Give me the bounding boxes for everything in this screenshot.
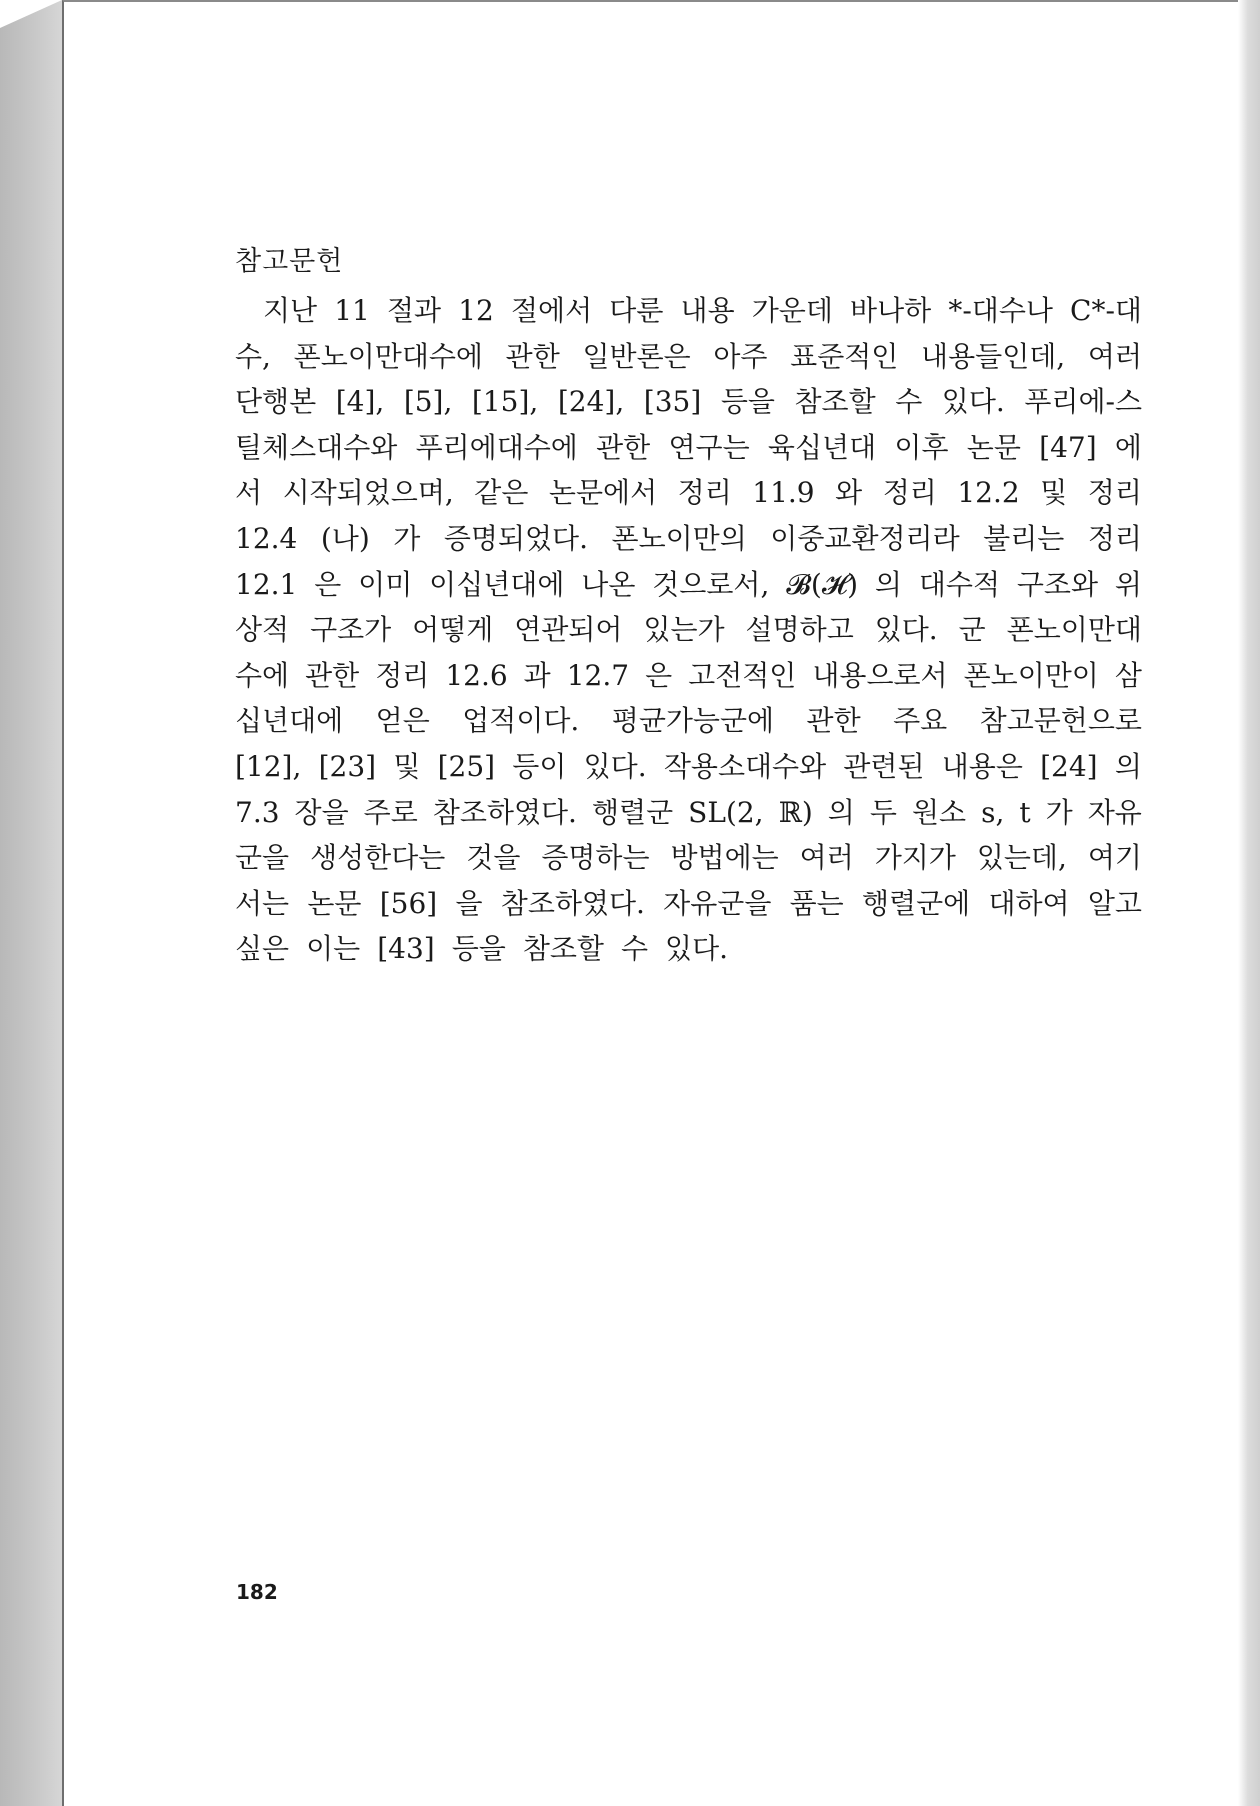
word: 내용 — [680, 294, 735, 327]
word: 관한 — [806, 704, 861, 738]
word: 내용들인데, — [921, 339, 1066, 373]
word: 업적이다. — [462, 704, 580, 738]
word: 이는 — [306, 932, 361, 966]
word: 이십년대에 — [429, 567, 565, 601]
word: 논문 — [307, 886, 362, 920]
word: 나온 — [581, 567, 636, 601]
word: 절과 — [387, 294, 442, 327]
word: 시작되었으며, — [282, 476, 454, 510]
word: 자유 — [1087, 795, 1142, 829]
word: 서 — [235, 476, 263, 510]
word: 연관되어 — [514, 613, 623, 647]
word: 바나하 — [850, 294, 932, 327]
word: 폰노이만이 — [963, 658, 1099, 692]
word: 12 — [458, 294, 494, 327]
paragraph-line — [235, 881, 1142, 927]
word: (나) — [320, 521, 370, 555]
page-number: 182 — [236, 1580, 278, 1604]
word: 와 — [835, 476, 863, 510]
word: *-대수나 — [948, 294, 1053, 327]
word: 단행본 — [235, 385, 317, 419]
word: 설명하고 — [745, 613, 854, 647]
word: 있다. — [941, 385, 1005, 419]
word: [43] — [377, 932, 435, 966]
word: 정리 — [1087, 476, 1142, 510]
word: 정리 — [1087, 521, 1142, 555]
word: 내용으로서 — [812, 658, 948, 692]
word: 것으로서, — [652, 567, 770, 601]
word: 참조할 — [522, 932, 604, 966]
word: [4], — [335, 385, 385, 419]
word: 고전적인 — [688, 658, 797, 692]
word: 참조하였다. — [500, 886, 645, 920]
word: 등을 — [720, 385, 775, 419]
paragraph-line — [235, 562, 1142, 608]
paragraph-line — [235, 698, 1142, 744]
section-heading: 참고문헌 — [235, 246, 344, 277]
word: 참조하였다. — [432, 795, 577, 829]
word: 관한 — [505, 339, 560, 373]
word: SL(2, — [688, 795, 764, 829]
word: s, — [981, 795, 1005, 829]
word: 삼 — [1114, 658, 1142, 692]
paragraph-line — [235, 790, 1142, 836]
word: t — [1019, 795, 1031, 829]
word: 푸리에대수에 — [415, 430, 578, 464]
word: 관한 — [596, 430, 651, 464]
word: [56] — [379, 886, 438, 920]
word: 푸리에-스 — [1024, 385, 1142, 419]
word: 논문에서 — [548, 476, 658, 510]
word: 12.7 — [566, 658, 630, 692]
word: C*-대 — [1070, 294, 1142, 327]
references-paragraph — [235, 288, 1142, 972]
word: 정리 — [375, 658, 430, 692]
word: 있는가 — [643, 613, 725, 647]
word: 있다. — [874, 613, 938, 647]
word: 다룬 — [609, 294, 664, 327]
word: 12.4 — [235, 521, 298, 555]
word: 두 — [869, 795, 897, 829]
paragraph-line — [235, 379, 1142, 425]
word: 있는데, — [976, 841, 1067, 875]
paragraph-line — [235, 607, 1142, 653]
word: 논문 — [966, 430, 1021, 464]
word: 연구는 — [668, 430, 750, 464]
word: 증명하는 — [541, 841, 650, 875]
word: 여러 — [1087, 339, 1142, 373]
word: [24] — [1040, 749, 1098, 783]
word: 틸체스대수와 — [235, 430, 398, 464]
word: [24], — [557, 385, 625, 419]
word: 행렬군에 — [861, 886, 971, 920]
word: 십년대에 — [235, 704, 344, 738]
word: 군을 — [235, 841, 290, 875]
word: 가 — [1045, 795, 1073, 829]
word: 의 — [827, 795, 855, 829]
word: 12.1 — [235, 567, 298, 601]
word: ℝ) — [778, 795, 813, 829]
word: 여기 — [1087, 841, 1142, 875]
page-edge-shadow — [1238, 0, 1260, 1806]
word: 가운데 — [751, 294, 833, 327]
word: 구조와 — [1016, 567, 1099, 601]
word: 폰노이만의 — [611, 521, 747, 555]
paragraph-line — [235, 744, 1142, 790]
word: 있다. — [583, 749, 647, 783]
word: 7.3 — [235, 795, 280, 829]
word: 수 — [895, 385, 923, 419]
word: 의 — [874, 567, 902, 601]
word: 주요 — [893, 704, 948, 738]
word: 일반론은 — [582, 339, 691, 373]
word: 은 — [645, 658, 673, 692]
word: 품는 — [789, 886, 844, 920]
word: 에 — [1114, 430, 1142, 464]
word: [47] — [1039, 430, 1097, 464]
word: 작용소대수와 — [663, 749, 827, 783]
word: 11.9 — [752, 476, 815, 510]
word: 및 — [393, 749, 421, 783]
word: 싶은 — [235, 932, 290, 966]
word: 이중교환정리라 — [770, 521, 960, 555]
word: [12], — [235, 749, 302, 783]
word: 불리는 — [983, 521, 1065, 555]
word: 𝓑(𝓗) — [786, 567, 859, 601]
word: 가 — [393, 521, 421, 555]
word: 폰노이만대 — [1006, 613, 1142, 647]
word: 아주 — [713, 339, 768, 373]
word: 표준적인 — [790, 339, 899, 373]
word: 관련된 — [843, 749, 925, 783]
word: 구조가 — [310, 613, 392, 647]
word: 알고 — [1087, 886, 1142, 920]
word: 증명되었다. — [443, 521, 589, 555]
paragraph-line — [235, 334, 1142, 380]
word: 을 — [455, 886, 483, 920]
word: 대하여 — [988, 886, 1070, 920]
paragraph-line — [235, 653, 1142, 699]
word: 대수적 — [918, 567, 1000, 601]
word: 참고문헌으로 — [979, 704, 1142, 738]
word: 이미 — [358, 567, 413, 601]
word: 수, — [235, 339, 271, 373]
word: 정리 — [677, 476, 732, 510]
word: 행렬군 — [591, 795, 674, 829]
word: 정리 — [882, 476, 937, 510]
word: 방법에는 — [670, 841, 779, 875]
word: 11 — [334, 294, 370, 327]
word: 육십년대 — [767, 430, 877, 464]
paragraph-line — [235, 926, 1142, 972]
word: 생성한다는 — [310, 841, 446, 875]
word: 서는 — [235, 886, 290, 920]
word: 원소 — [911, 795, 967, 829]
word: 폰노이만대수에 — [293, 339, 483, 373]
word: 평균가능군에 — [611, 704, 775, 738]
word: 12.6 — [445, 658, 508, 692]
word: 절에서 — [511, 294, 593, 327]
word: 은 — [314, 567, 342, 601]
word: 관한 — [305, 658, 360, 692]
word: [15], — [471, 385, 539, 419]
word: [25] — [437, 749, 496, 783]
word: 수에 — [235, 658, 290, 692]
word: 등을 — [451, 932, 506, 966]
book-spine — [0, 0, 62, 1806]
word: 어떻게 — [412, 613, 494, 647]
word: 군 — [958, 613, 986, 647]
word: 같은 — [474, 476, 529, 510]
word: 얻은 — [375, 704, 430, 738]
word: 자유군을 — [663, 886, 772, 920]
word: 여러 — [799, 841, 854, 875]
paragraph-line — [235, 425, 1142, 471]
page-content — [235, 242, 1142, 972]
word: 12.2 — [957, 476, 1020, 510]
paragraph-line — [235, 516, 1142, 562]
word: 위 — [1114, 567, 1142, 601]
word: 지난 — [263, 294, 318, 327]
paragraph-line — [235, 470, 1142, 516]
word: 참조할 — [794, 385, 876, 419]
word: 주로 — [363, 795, 418, 829]
word: 가지가 — [874, 841, 956, 875]
paragraph-line — [235, 835, 1142, 881]
word: 등이 — [512, 749, 567, 783]
word: 의 — [1114, 749, 1142, 783]
paragraph-line — [235, 288, 1142, 334]
word: [5], — [403, 385, 453, 419]
word: [35] — [643, 385, 702, 419]
word: [23] — [318, 749, 377, 783]
word: 및 — [1040, 476, 1068, 510]
word: 있다. — [665, 932, 729, 966]
word: 것을 — [466, 841, 521, 875]
word: 내용은 — [941, 749, 1023, 783]
word: 과 — [523, 658, 551, 692]
word: 이후 — [894, 430, 949, 464]
word: 상적 — [235, 613, 290, 647]
word: 장을 — [294, 795, 349, 829]
word: 수 — [620, 932, 649, 966]
